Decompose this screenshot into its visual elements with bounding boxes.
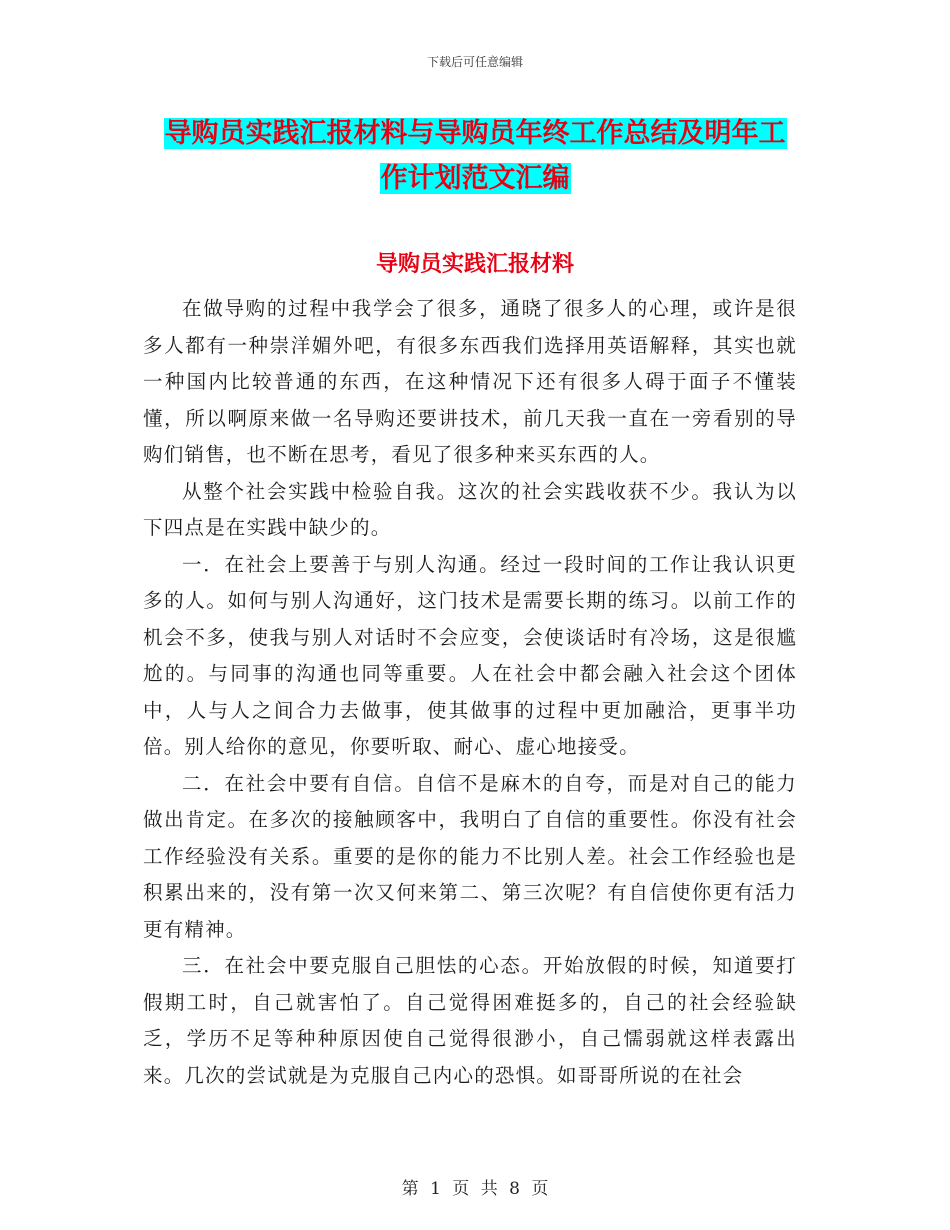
document-title-text-2: 作计划范文汇编 — [380, 163, 570, 194]
page-footer: 第 1 页 共 8 页 — [401, 1179, 549, 1199]
document-title-text-1: 导购员实践汇报材料与导购员年终工作总结及明年工 — [164, 118, 786, 149]
document-title-line-1 — [0, 111, 950, 150]
paragraph: 在做导购的过程中我学会了很多，通晓了很多人的心理，或许是很多人都有一种崇洋媚外吧，有很多东西我们选择用英语解释，其实也就一种国内比较普通的东西，在这种情况下还有很多人碍于面子不懂装懂，所以啊原来做一名导购还要讲技术，前几天我一直在一旁看别的导购们销售，也不断在思考，看见了很多种来买东西的人。 — [143, 297, 797, 466]
paragraph: 从整个社会实践中检验自我。这次的社会实践收获不少。我认为以下四点是在实践中缺少的。 — [143, 479, 797, 539]
paragraph: 二．在社会中要有自信。自信不是麻木的自夸，而是对自己的能力做出肯定。在多次的接触顾客中，我明白了自信的重要性。你没有社会工作经验没有关系。重要的是你的能力不比别人差。社会工作经验也是积累出来的，没有第一次又何来第二、第三次呢？有自信使你更有活力更有精神。 — [143, 771, 797, 941]
document-body — [143, 291, 797, 1094]
paragraph: 一．在社会上要善于与别人沟通。经过一段时间的工作让我认识更多的人。如何与别人沟通好，这门技术是需要长期的练习。以前工作的机会不多，使我与别人对话时不会应变，会使谈话时有冷场，这是很尴尬的。与同事的沟通也同等重要。人在社会中都会融入社会这个团体中，人与人之间合力去做事，使其做事的过程中更加融洽，更事半功倍。别人给你的意见，你要听取、耐心、虚心地接受。 — [143, 552, 797, 758]
header-note: 下载后可任意编辑 — [426, 55, 523, 69]
paragraph: 三．在社会中要克服自己胆怯的心态。开始放假的时候，知道要打假期工时，自己就害怕了。自己觉得困难挺多的，自己的社会经验缺乏，学历不足等种种原因使自己觉得很渺小，自己懦弱就这样表露出来。几次的尝试就是为克服自己内心的恐惧。如哥哥所说的在社会 — [143, 954, 797, 1087]
document-title-line-2 — [0, 156, 950, 195]
section-title: 导购员实践汇报材料 — [375, 252, 574, 277]
